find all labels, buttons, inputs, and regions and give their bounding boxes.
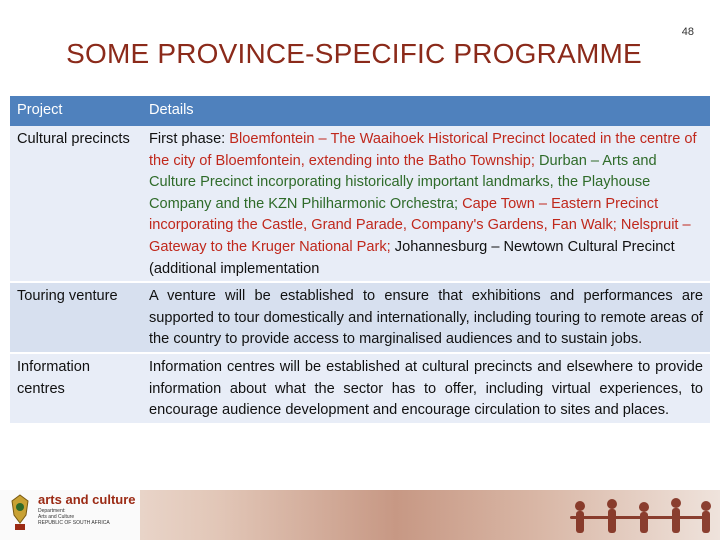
brand-subtitle: Department: Arts and Culture REPUBLIC OF SOUTH AFRICA: [38, 508, 110, 526]
table-row: [10, 282, 710, 353]
table-row: [10, 353, 710, 423]
table-header-row: [10, 96, 710, 126]
header-details: Details: [142, 96, 710, 126]
details-segment: Information centres will be established at cultural precincts and elsewhere to provide information about what the sector has to offer, including virtual experiences, to encourage audience development and encourage circulation to sites and places.: [149, 358, 703, 419]
slide-title: SOME PROVINCE-SPECIFIC PROGRAMME: [66, 38, 642, 69]
details-segment: Nelspruit – Gateway to the Kruger National Park;: [149, 217, 691, 255]
details-segment: A venture will be established to ensure that exhibitions and performances are supported to tour domestically and internationally, including touring to remote areas of the country to provide access to marginalised audiences and to sustain jobs.: [149, 288, 703, 348]
details-cell: [142, 353, 710, 423]
details-segment: Durban – Arts and Culture Precinct incorporating historically important landmarks, the Playhouse Company and the KZN Philharmonic Orchestra;: [149, 152, 657, 212]
details-segment: First phase:: [149, 131, 230, 147]
dancing-figures-icon: [560, 492, 720, 540]
table-row: [10, 126, 710, 282]
details-cell: [142, 126, 710, 282]
project-cell: Touring venture: [10, 282, 142, 353]
programme-table: [10, 96, 710, 423]
page-number: 48: [681, 26, 694, 38]
header-project: Project: [10, 96, 142, 126]
details-segment: Bloemfontein – The Waaihoek Historical Precinct located in the centre of the city of Bloemfontein, extending into the Batho Township;: [149, 131, 697, 169]
details-cell: [142, 282, 710, 353]
brand-name: arts and culture: [38, 492, 136, 507]
project-cell: Information centres: [10, 353, 142, 423]
project-cell: Cultural precincts: [10, 126, 142, 282]
details-segment: Johannesburg – Newtown Cultural Precinct (additional implementation: [149, 238, 675, 277]
details-segment: Cape Town – Eastern Precinct incorporating the Castle, Grand Parade, Company's Gardens, Fan Walk;: [149, 195, 659, 234]
coat-of-arms-icon: [8, 493, 32, 533]
